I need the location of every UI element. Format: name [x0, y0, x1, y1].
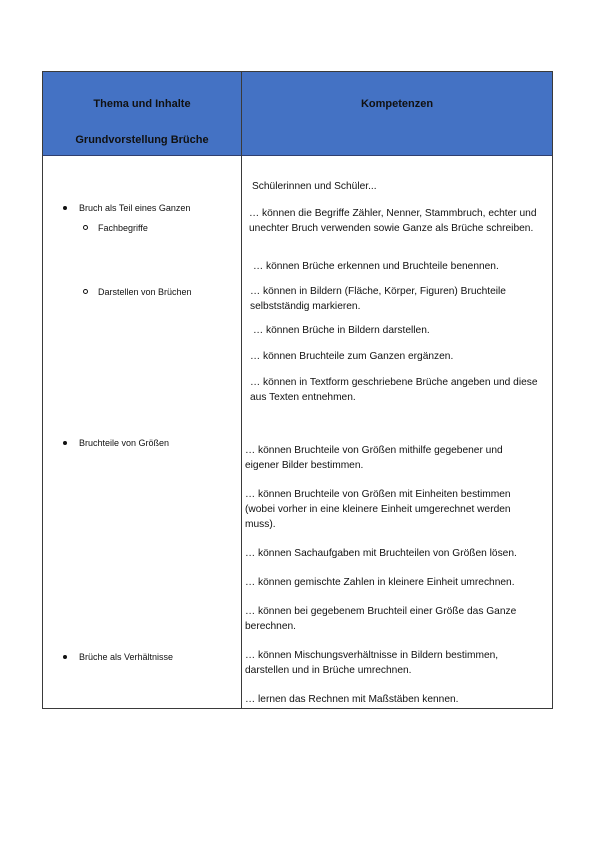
bullet-icon	[63, 441, 67, 445]
subtopic-item: Darstellen von Brüchen	[83, 287, 192, 297]
competency-item: … können bei gegebenem Bruchteil einer Größe das Ganze berechnen.	[245, 606, 517, 632]
header-competencies-title: Kompetenzen	[360, 98, 434, 110]
circle-bullet-icon	[83, 289, 88, 294]
header-topic-title: Thema und Inhalte	[93, 98, 191, 110]
bullet-icon	[63, 655, 67, 659]
column-divider	[241, 72, 242, 708]
competency-item: … können Brüche erkennen und Bruchteile benennen.	[253, 261, 499, 272]
competency-item: … können Bruchteile von Größen mit Einheiten bestimmen (wobei vorher in eine kleinere Einheit umgerechnet werden muss).	[245, 489, 511, 530]
competency-item: … können Brüche in Bildern darstellen.	[253, 325, 430, 336]
competency-item: … können Bruchteile zum Ganzen ergänzen.	[250, 351, 454, 362]
competency-item: … können Sachaufgaben mit Bruchteilen von Größen lösen.	[245, 548, 517, 559]
circle-bullet-icon	[83, 225, 88, 230]
competency-intro: Schülerinnen und Schüler...	[252, 181, 377, 192]
topic-item: Bruchteile von Größen	[63, 438, 169, 448]
competency-item: … können in Bildern (Fläche, Körper, Figuren) Bruchteile selbstständig markieren.	[250, 286, 506, 312]
topic-item: Bruch als Teil eines Ganzen	[63, 203, 190, 213]
competency-item: … können Bruchteile von Größen mithilfe gegebener und eigener Bilder bestimmen.	[245, 445, 503, 471]
topic-item: Brüche als Verhältnisse	[63, 652, 173, 662]
competency-item: … können in Textform geschriebene Brüche angeben und diese aus Texten entnehmen.	[250, 377, 538, 403]
competency-item: … lernen das Rechnen mit Maßstäben kennen.	[245, 694, 459, 705]
competency-item: … können Mischungsverhältnisse in Bildern bestimmen, darstellen und in Brüche umrechnen.	[245, 650, 499, 676]
subtopic-item: Fachbegriffe	[83, 223, 148, 233]
curriculum-table	[42, 71, 553, 709]
header-topic-subtitle: Grundvorstellung Brüche	[75, 134, 209, 146]
competency-item: … können gemischte Zahlen in kleinere Einheit umrechnen.	[245, 577, 515, 588]
competency-item: … können die Begriffe Zähler, Nenner, Stammbruch, echter und unechter Bruch verwenden sowie Ganze als Brüche schreiben.	[249, 208, 537, 234]
bullet-icon	[63, 206, 67, 210]
